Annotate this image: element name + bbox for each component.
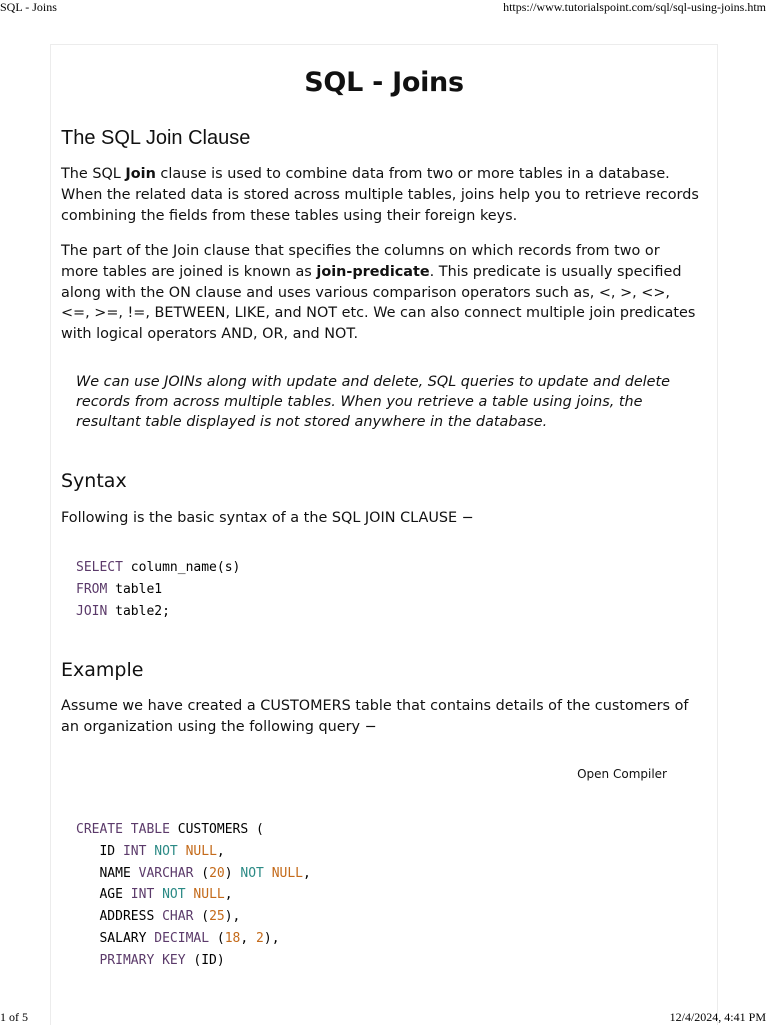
- heading-join-clause: The SQL Join Clause: [61, 127, 251, 149]
- print-header-title: SQL - Joins: [0, 0, 57, 14]
- print-header: [0, 0, 768, 16]
- article-page: [50, 44, 718, 1025]
- code-block-syntax[interactable]: SELECT column_name(s) FROM table1 JOIN table2;: [76, 560, 241, 619]
- open-compiler-button[interactable]: Open Compiler: [577, 767, 667, 781]
- paragraph-syntax: Following is the basic syntax of a the SQL JOIN CLAUSE −: [61, 510, 474, 526]
- paragraph-example: Assume we have created a CUSTOMERS table that contains details of the customers of an organization using the following query −: [61, 698, 689, 735]
- bold-join-predicate: join-predicate: [316, 263, 430, 280]
- heading-example: Example: [61, 659, 144, 681]
- bold-join: Join: [125, 166, 156, 182]
- print-timestamp: 12/4/2024, 4:41 PM: [669, 1010, 766, 1024]
- page-counter: 1 of 5: [0, 1010, 28, 1024]
- paragraph-join-predicate: The part of the Join clause that specifies the columns on which records from two or more tables are joined is known as join-predicate. This predicate is usually specified along with the ON clause and uses various comparison operators such as, <, >, <>, <=, >=, !=, BETWEEN, LIKE, and NOT etc. We can also connect multiple join predicates with logical operators AND, OR, and NOT.: [61, 243, 696, 343]
- page-title: SQL - Joins: [304, 67, 464, 98]
- note-blockquote: We can use JOINs along with update and delete, SQL queries to update and delete records from across multiple tables. When you retrieve a table using joins, the resultant table displayed is not stored anywhere in the database.: [76, 374, 671, 431]
- paragraph-join-intro: The SQL Join clause is used to combine data from two or more tables in a database. When the related data is stored across multiple tables, joins help you to retrieve records combining the fields from these tables using their foreign keys.: [61, 166, 699, 224]
- heading-syntax: Syntax: [61, 470, 127, 492]
- print-header-url: https://www.tutorialspoint.com/sql/sql-using-joins.htm: [503, 0, 766, 14]
- code-block-create-table[interactable]: CREATE TABLE CUSTOMERS ( ID INT NOT NULL, NAME VARCHAR (20) NOT NULL, AGE INT NOT NULL, ADDRESS CHAR (25), SALARY DECIMAL (18, 2), PRIMARY KEY (ID): [76, 822, 311, 968]
